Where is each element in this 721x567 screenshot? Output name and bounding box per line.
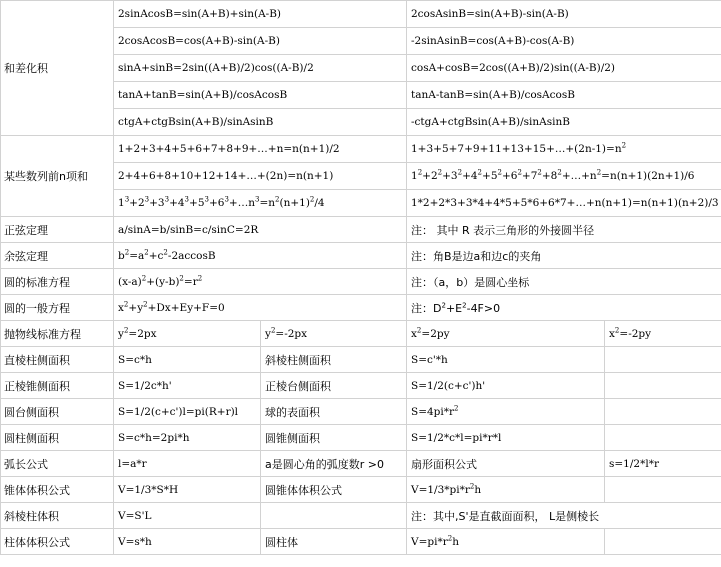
formula-part: =-2py: [619, 327, 652, 340]
row-label-circle-standard: 圆的标准方程: [1, 269, 114, 295]
formula-part: +c: [148, 249, 164, 262]
table-row: [1, 503, 721, 529]
formula-part: x: [609, 327, 615, 340]
formula-part: +6: [208, 197, 225, 209]
formula-part: =n(n+1)(2n+1)/6: [601, 170, 695, 182]
formula-part: +E: [445, 301, 463, 315]
superscript: 2: [144, 248, 149, 256]
note-cell: 注：（a，b）是圆心坐标: [407, 269, 721, 295]
row-label-secondary: 球的表面积: [261, 399, 407, 425]
formula-part: +5: [482, 170, 498, 182]
row-label: 锥体体积公式: [1, 477, 114, 503]
formula-part: V=pi*r: [411, 535, 448, 548]
formula-part: =-2px: [275, 327, 308, 340]
formula-cell: [407, 321, 605, 347]
superscript: 2: [462, 300, 467, 309]
formula-cell: [605, 321, 721, 347]
superscript: 2: [123, 300, 129, 308]
formula-cell: S=1/2c*h': [114, 373, 261, 399]
row-label-cosine-law: 余弦定理: [1, 243, 114, 269]
superscript: 3: [124, 195, 130, 204]
formula-part: S=4pi*r: [411, 405, 455, 418]
row-label-series: 某些数列前n项和: [1, 136, 114, 217]
formula-cell: S=c'*h: [407, 347, 605, 373]
superscript: 2: [270, 326, 276, 334]
note-cell: [407, 295, 721, 321]
table-row: [1, 243, 721, 269]
formula-cell: 1*2+2*3+3*4+4*5+5*6+6*7+…+n(n+1)=n(n+1)(n+2)/3: [407, 190, 721, 217]
superscript: 2: [417, 168, 423, 177]
superscript: 2: [437, 168, 443, 177]
formula-cell: tanA+tanB=sin(A+B)/cosAcosB: [114, 82, 407, 109]
formula-part: x: [411, 327, 417, 340]
superscript: 2: [275, 195, 280, 204]
superscript: 3: [164, 195, 170, 204]
superscript: 2: [309, 195, 315, 204]
row-label-parabola: 抛物线标准方程: [1, 321, 114, 347]
superscript: 2: [447, 534, 453, 542]
superscript: 2: [457, 168, 463, 177]
note-cell: a是圆心角的弧度数r >0: [261, 451, 407, 477]
formula-part: +…n: [228, 197, 255, 209]
formula-cell: [114, 321, 261, 347]
table-row: [1, 217, 721, 243]
formula-cell: cosA+cosB=2cos((A+B)/2)sin((A-B)/2): [407, 55, 721, 82]
row-label: 斜棱柱体积: [1, 503, 114, 529]
note-cell: 注：角B是边a和边c的夹角: [407, 243, 721, 269]
formula-cell: S=c*h: [114, 347, 261, 373]
empty-cell: [605, 529, 721, 555]
formula-cell: s=1/2*l*r: [605, 451, 721, 477]
formula-part: y: [265, 327, 271, 340]
table-row: [1, 399, 721, 425]
formula-cell: S=1/2(c+c')h': [407, 373, 605, 399]
row-label-sum-product: 和差化积: [1, 1, 114, 136]
row-label-secondary: 圆锥侧面积: [261, 425, 407, 451]
formula-cell: V=1/3*S*H: [114, 477, 261, 503]
formula-cell: [114, 295, 407, 321]
formula-cell: V=S'L: [114, 503, 261, 529]
formula-part: 1: [118, 197, 125, 209]
row-label-secondary: 扇形面积公式: [407, 451, 605, 477]
empty-cell: [605, 399, 721, 425]
formula-cell: [407, 163, 721, 190]
formula-part: =2py: [421, 327, 450, 340]
row-label: 弧长公式: [1, 451, 114, 477]
superscript: 3: [144, 195, 150, 204]
formula-part: +Dx+Ey+F=0: [147, 301, 225, 314]
formula-cell: V=s*h: [114, 529, 261, 555]
empty-cell: [605, 347, 721, 373]
formula-part: -4F>0: [466, 301, 501, 315]
table-row: [1, 451, 721, 477]
formula-cell: $1+3+5+7+9+11+13+15+\dots+(2n-1)=n^2$: [407, 136, 721, 163]
formula-cell: tanA-tanB=sin(A+B)/cosAcosB: [407, 82, 721, 109]
note-cell: 注： 其中 R 表示三角形的外接圆半径: [407, 217, 721, 243]
superscript: 3: [184, 195, 190, 204]
formula-cell: -ctgA+ctgBsin(A+B)/sinAsinB: [407, 109, 721, 136]
superscript: 2: [416, 326, 422, 334]
table-row: [1, 477, 721, 503]
formula-part: +…+n: [561, 170, 597, 182]
superscript: 3: [204, 195, 209, 204]
superscript: 3: [224, 195, 229, 204]
empty-cell: [605, 477, 721, 503]
formula-part: +4: [462, 170, 478, 182]
superscript: 2: [124, 248, 130, 256]
table-row: [1, 373, 721, 399]
row-label-secondary: 正棱台侧面积: [261, 373, 407, 399]
empty-cell: [605, 373, 721, 399]
formula-cell: [114, 190, 407, 217]
superscript: 2: [469, 482, 475, 490]
formula-cell: 2cosAsinB=sin(A+B)-sin(A-B): [407, 1, 721, 28]
formula-part: +3: [149, 197, 165, 209]
formula-part: =2px: [128, 327, 157, 340]
formula-cell: 2cosAcosB=cos(A+B)-sin(A-B): [114, 28, 407, 55]
row-label-secondary: 圆锥体体积公式: [261, 477, 407, 503]
row-label-secondary: 斜棱柱侧面积: [261, 347, 407, 373]
formula-cell: sinA+sinB=2sin((A+B)/2)cos((A-B)/2: [114, 55, 407, 82]
formula-part: +8: [541, 170, 558, 182]
formula-cell: [114, 269, 407, 295]
row-label-sine-law: 正弦定理: [1, 217, 114, 243]
table-row: [1, 136, 721, 163]
superscript: 2: [477, 168, 483, 177]
table-row: [1, 1, 721, 28]
superscript: 2: [537, 168, 542, 177]
formula-cell: 2+4+6+8+10+12+14+…+(2n)=n(n+1): [114, 163, 407, 190]
formula-part: +2: [129, 197, 145, 209]
formula-part: 注：D: [411, 301, 442, 315]
row-label: 直棱柱侧面积: [1, 347, 114, 373]
formula-cell: a/sinA=b/sinB=c/sinC=2R: [114, 217, 407, 243]
formula-part: +5: [189, 197, 205, 209]
table-row: [1, 347, 721, 373]
formula-cell: 1+2+3+4+5+6+7+8+9+…+n=n(n+1)/2: [114, 136, 407, 163]
row-label: 圆台侧面积: [1, 399, 114, 425]
superscript: 2: [517, 168, 522, 177]
row-label-secondary: 圆柱体: [261, 529, 407, 555]
row-label-circle-general: 圆的一般方程: [1, 295, 114, 321]
formula-part: +6: [501, 170, 518, 182]
formula-part: +(y-b): [146, 275, 180, 288]
row-label: 圆柱侧面积: [1, 425, 114, 451]
formula-cell: S=1/2(c+c')l=pi(R+r)l: [114, 399, 261, 425]
formula-part: h: [452, 535, 459, 548]
formula-part: h: [474, 483, 482, 496]
formula-part: /4: [314, 197, 325, 209]
table-row: [1, 529, 721, 555]
formula-part: -2accosB: [167, 249, 216, 262]
table-row: [1, 321, 721, 347]
superscript: 2: [614, 326, 620, 334]
formula-part: (x-a): [118, 275, 142, 288]
formula-part: +y: [128, 301, 144, 314]
formula-part: =a: [129, 249, 145, 262]
superscript: 2: [143, 300, 148, 308]
formula-part: =n: [259, 197, 276, 209]
empty-cell: [261, 503, 407, 529]
superscript: 2: [497, 168, 502, 177]
superscript: 2: [141, 274, 147, 282]
superscript: 2: [123, 326, 129, 334]
formula-cell: [114, 243, 407, 269]
formula-part: V=1/3*pi*r: [411, 483, 470, 496]
note-cell: 注：其中,S'是直截面面积， L是侧棱长: [407, 503, 721, 529]
row-label: 柱体体积公式: [1, 529, 114, 555]
superscript: 2: [197, 274, 203, 282]
formula-part: b: [118, 249, 125, 262]
superscript: 2: [163, 248, 168, 256]
superscript: 2: [441, 300, 446, 309]
formula-part: (n+1): [279, 197, 310, 209]
superscript: 2: [596, 168, 602, 177]
superscript: 3: [254, 195, 260, 204]
formula-cell: [407, 477, 605, 503]
superscript: 2: [454, 404, 459, 412]
formula-part: +2: [422, 170, 438, 182]
formula-cell: ctgA+ctgBsin(A+B)/sinAsinB: [114, 109, 407, 136]
formula-cell: l=a*r: [114, 451, 261, 477]
superscript: 2: [557, 168, 562, 177]
table-row: [1, 425, 721, 451]
superscript: 2: [179, 274, 184, 282]
formula-cell: [407, 399, 605, 425]
formula-cell: -2sinAsinB=cos(A+B)-cos(A-B): [407, 28, 721, 55]
formula-part: 1: [411, 170, 418, 182]
formula-cell: [261, 321, 407, 347]
formula-cell: [407, 529, 605, 555]
row-label: 正棱锥侧面积: [1, 373, 114, 399]
formula-part: +7: [521, 170, 538, 182]
formula-part: x: [118, 301, 124, 314]
table-row: [1, 295, 721, 321]
table-row: [1, 269, 721, 295]
formula-cell: S=c*h=2pi*h: [114, 425, 261, 451]
empty-cell: [605, 425, 721, 451]
formula-part: +4: [169, 197, 185, 209]
formula-part: y: [118, 327, 124, 340]
formula-cell: 2sinAcosB=sin(A+B)+sin(A-B): [114, 1, 407, 28]
formula-cell: S=1/2*c*l=pi*r*l: [407, 425, 605, 451]
formula-part: +3: [442, 170, 458, 182]
formula-part: =r: [183, 275, 198, 288]
